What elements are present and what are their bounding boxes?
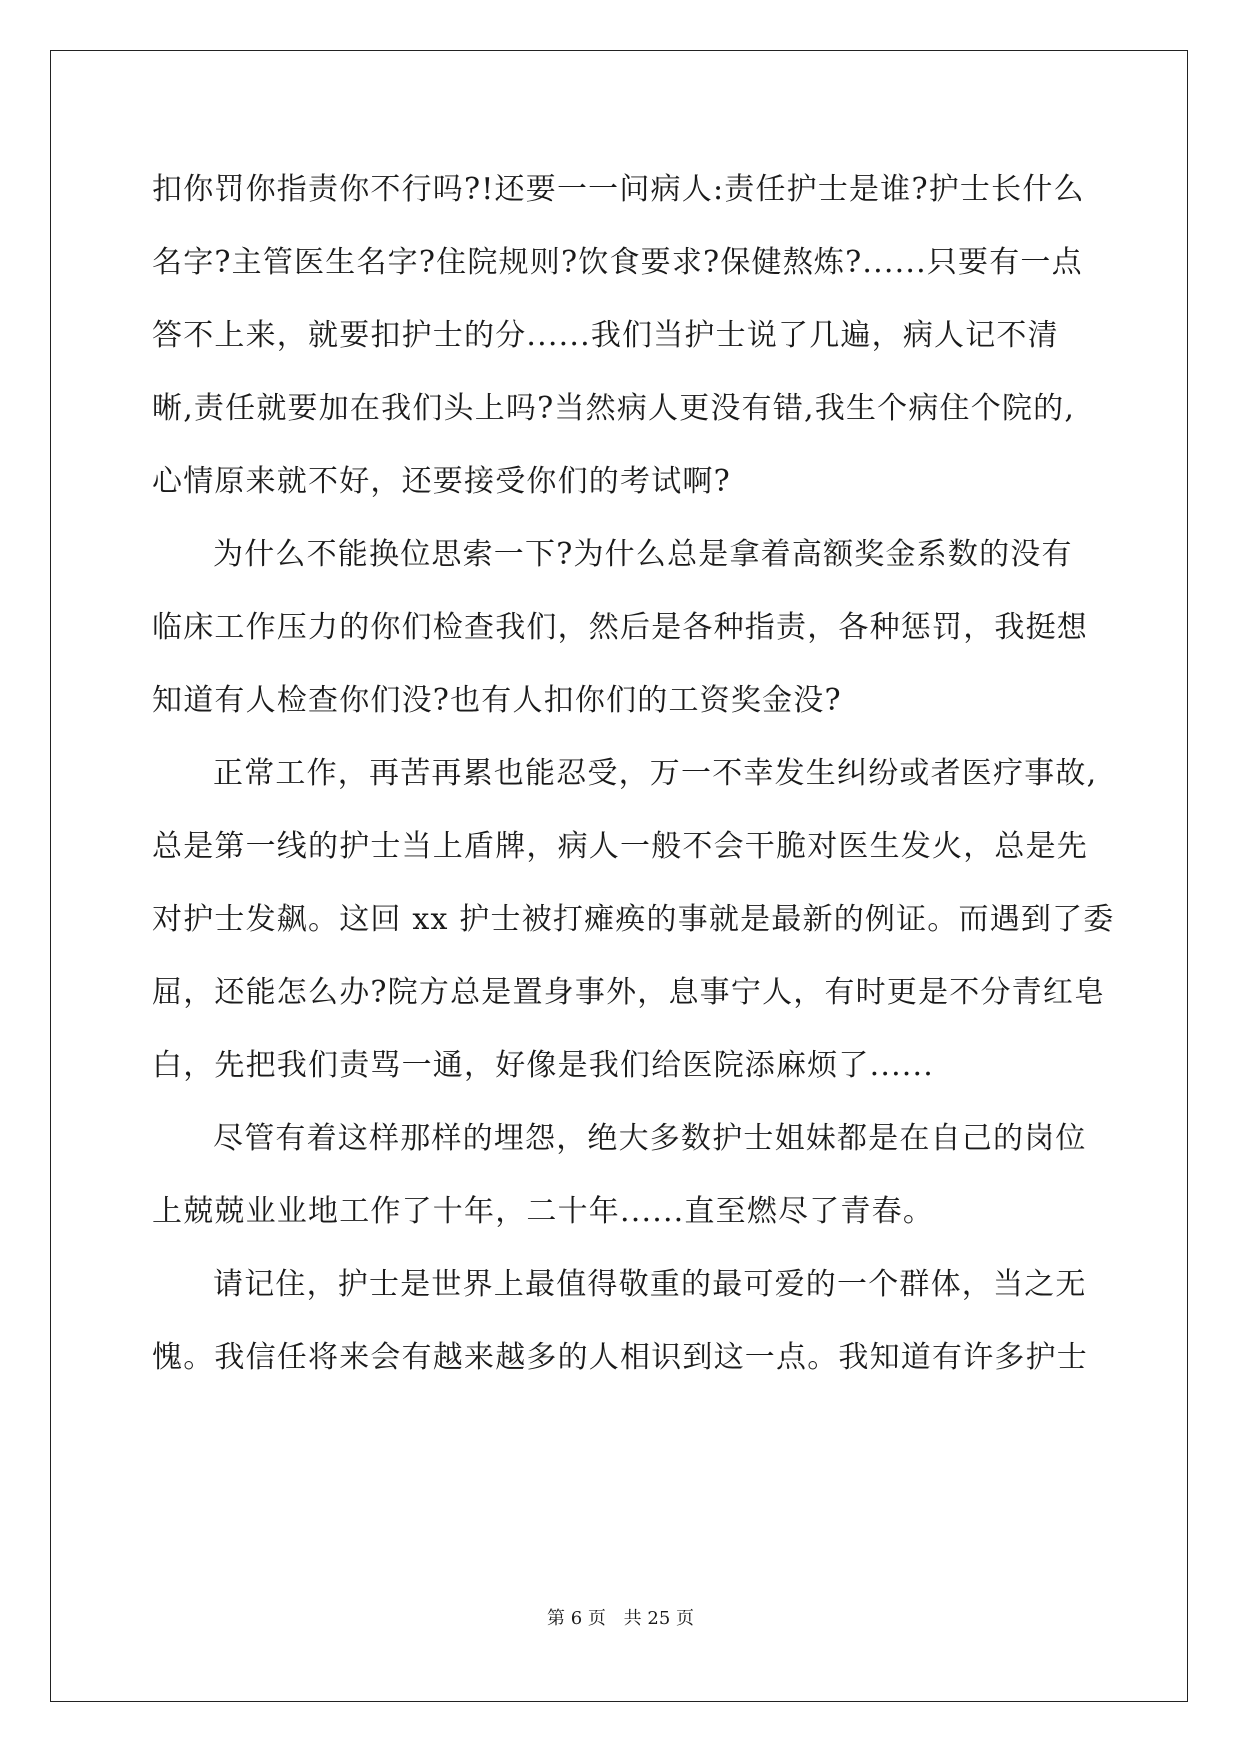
page-number: 第 6 页 bbox=[547, 1608, 606, 1629]
text-line: 白，先把我们责骂一通，好像是我们给医院添麻烦了...... bbox=[152, 1048, 935, 1083]
page-footer bbox=[0, 1604, 1241, 1630]
text-line: 上兢兢业业地工作了十年，二十年......直至燃尽了青春。 bbox=[152, 1194, 935, 1229]
text-line: 总是第一线的护士当上盾牌，病人一般不会干脆对医生发火，总是先 bbox=[152, 829, 1088, 864]
text-line: 名字?主管医生名字?住院规则?饮食要求?保健熬炼?......只要有一点 bbox=[152, 245, 1083, 280]
text-line: 晰,责任就要加在我们头上吗?当然病人更没有错,我生个病住个院的, bbox=[152, 391, 1076, 426]
text-line: 知道有人检查你们没?也有人扣你们的工资奖金没? bbox=[152, 683, 842, 718]
paragraph-first-line: 为什么不能换位思索一下?为什么总是拿着高额奖金系数的没有 bbox=[213, 537, 1073, 572]
paragraph-first-line: 正常工作，再苦再累也能忍受，万一不幸发生纠纷或者医疗事故, bbox=[213, 756, 1098, 791]
text-line: 屈，还能怎么办?院方总是置身事外，息事宁人，有时更是不分青红皂 bbox=[152, 975, 1106, 1010]
text-line: 答不上来，就要扣护士的分......我们当护士说了几遍，病人记不清 bbox=[152, 318, 1059, 353]
text-line: 临床工作压力的你们检查我们，然后是各种指责，各种惩罚，我挺想 bbox=[152, 610, 1088, 645]
text-line: 心情原来就不好，还要接受你们的考试啊? bbox=[152, 464, 731, 499]
text-line: 扣你罚你指责你不行吗?!还要一一问病人:责任护士是谁?护士长什么 bbox=[152, 172, 1085, 207]
paragraph-first-line: 尽管有着这样那样的埋怨，绝大多数护士姐妹都是在自己的岗位 bbox=[213, 1121, 1087, 1156]
text-line: 对护士发飙。这回 xx 护士被打瘫痪的事就是最新的例证。而遇到了委 bbox=[152, 902, 1115, 937]
page-total: 共 25 页 bbox=[623, 1608, 694, 1629]
paragraph-first-line: 请记住，护士是世界上最值得敬重的最可爱的一个群体，当之无 bbox=[213, 1267, 1087, 1302]
text-line: 愧。我信任将来会有越来越多的人相识到这一点。我知道有许多护士 bbox=[152, 1340, 1088, 1375]
page-border bbox=[50, 50, 1188, 1702]
